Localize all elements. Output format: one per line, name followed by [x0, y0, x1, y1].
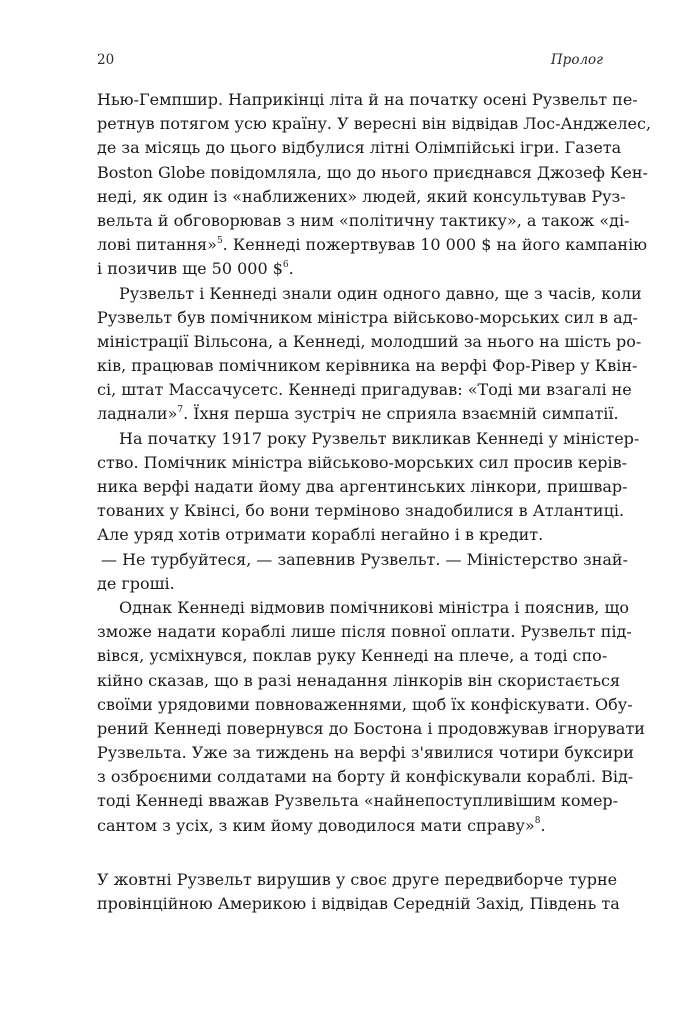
text-segment: зможе надати кораблі лише після повної оплати. Рузвельт під-: [97, 622, 632, 642]
text-line: [97, 620, 632, 644]
text-line: [97, 378, 632, 402]
text-line: [97, 693, 633, 717]
text-line: [97, 499, 625, 523]
text-segment: де гроші.: [97, 573, 175, 593]
text-segment: Boston Globe повідомляла, що до нього приєднався Джозеф Кен-: [97, 162, 648, 182]
text-segment: вельта й обговорював з ним «політичну тактику», а також «ді-: [97, 210, 630, 230]
text-segment: сі, штат Массачусетс. Кеннеді пригадував: «Тоді ми взагалі не: [97, 380, 632, 400]
text-line: [97, 427, 640, 451]
text-line: [97, 161, 648, 185]
text-line: [97, 185, 626, 209]
text-segment: ство. Помічник міністра військово-морських сил просив керів-: [97, 452, 628, 472]
text-line: [97, 257, 604, 281]
text-segment: кійно сказав, що в разі ненадання лінкорів він скористається: [97, 670, 621, 690]
text-line: [97, 88, 638, 112]
text-segment: ладнали»: [97, 404, 178, 424]
text-segment: Рузвельт і Кеннеді знали один одного давно, ще з часів, коли: [119, 283, 642, 303]
footnote-marker[interactable]: 6: [282, 259, 289, 270]
text-segment: У жовтні Рузвельт вирушив у своє друге передвиборче турне: [97, 869, 618, 889]
text-segment: . Кеннеді пожертвував 10 000 $ на його кампанію: [222, 235, 648, 255]
text-segment: тоді Кеннеді вважав Рузвельта «найнепоступливішим комер-: [97, 791, 619, 811]
text-line: [97, 644, 608, 668]
text-segment: вівся, усміхнувся, поклав руку Кеннеді на плече, а тоді спо-: [97, 646, 608, 666]
text-segment: своїми урядовими повноваженнями, щоб їх конфіскувати. Обу-: [97, 694, 633, 714]
text-segment: провінційною Америкою і відвідав Середній Захід, Південь та: [97, 894, 620, 913]
text-line: [97, 354, 638, 378]
text-line: [97, 475, 628, 499]
text-segment: лові питання»: [97, 235, 217, 255]
body-text: [97, 88, 652, 916]
text-segment: ків, працював помічником керівника на верфі Фор-Рівер у Квін-: [97, 356, 638, 376]
text-segment: рений Кеннеді повернувся до Бостона і продовжував ігнорувати: [97, 718, 645, 738]
text-line: [97, 233, 648, 257]
text-line: [97, 789, 619, 813]
text-segment: міністрації Вільсона, а Кеннеді, молодший за нього на шість ро-: [97, 331, 642, 351]
page-number: 20: [97, 52, 115, 68]
text-segment: . Їхня перша зустріч не сприяла взаємній симпатії.: [183, 404, 619, 424]
text-line: [97, 669, 621, 693]
text-line: [97, 572, 604, 596]
text-segment: .: [288, 259, 294, 279]
text-line: [97, 892, 620, 916]
text-line: [97, 330, 642, 354]
text-segment: Рузвельт був помічником міністра військово-морських сил в ад-: [97, 307, 638, 327]
section-break: [97, 838, 604, 868]
text-line: [97, 402, 619, 426]
text-segment: тованих у Квінсі, бо вони терміново знадобилися в Атлантиці.: [97, 501, 625, 521]
text-segment: сантом з усіх, з ким йому доводилося мати справу»: [97, 815, 535, 835]
text-segment: з озброєними солдатами на борту й конфіскували кораблі. Від-: [97, 767, 634, 787]
text-segment: Рузвельта. Уже за тиждень на верфі з'явилися чотири буксири: [97, 743, 634, 763]
text-line: [97, 868, 618, 892]
page-header: [97, 52, 603, 76]
text-segment: Нью-Гемпшир. Наприкінці літа й на початку осені Рузвельт пе-: [97, 90, 638, 109]
text-segment: де за місяць до цього відбулися літні Олімпійські ігри. Газета: [97, 138, 622, 158]
text-segment: ретнув потягом усю країну. У вересні він відвідав Лос-Анджелес,: [97, 114, 652, 134]
text-segment: Але уряд хотів отримати кораблі негайно і в кредит.: [97, 525, 544, 545]
text-line: [97, 765, 634, 789]
text-line: [97, 306, 638, 330]
text-segment: — Не турбуйтеся, — запевнив Рузвельт. — Міністерство знай-: [101, 549, 628, 569]
text-segment: і позичив ще 50 000 $: [97, 259, 283, 279]
text-line: [97, 596, 629, 620]
text-line: [97, 717, 645, 741]
text-segment: ника верфі надати йому два аргентинських лінкори, пришвар-: [97, 477, 628, 496]
text-segment: На початку 1917 року Рузвельт викликав Кеннеді у міністер-: [119, 428, 640, 448]
text-segment: Однак Кеннеді відмовив помічникові міністра і пояснив, що: [119, 597, 629, 617]
text-line: [97, 112, 652, 136]
text-segment: неді, як один із «наближених» людей, який консультував Руз-: [97, 186, 626, 206]
text-line: [97, 814, 604, 838]
footnote-marker[interactable]: 7: [177, 405, 184, 416]
text-segment: .: [540, 815, 546, 835]
text-line: [97, 282, 642, 306]
text-line: [97, 209, 630, 233]
text-line: [97, 548, 628, 572]
running-head: Пролог: [550, 52, 603, 68]
footnote-marker[interactable]: 8: [534, 816, 541, 827]
text-line: [97, 741, 634, 765]
text-line: [97, 136, 622, 160]
text-line: [97, 451, 628, 475]
footnote-marker[interactable]: 5: [216, 235, 223, 246]
text-line: [97, 523, 604, 547]
